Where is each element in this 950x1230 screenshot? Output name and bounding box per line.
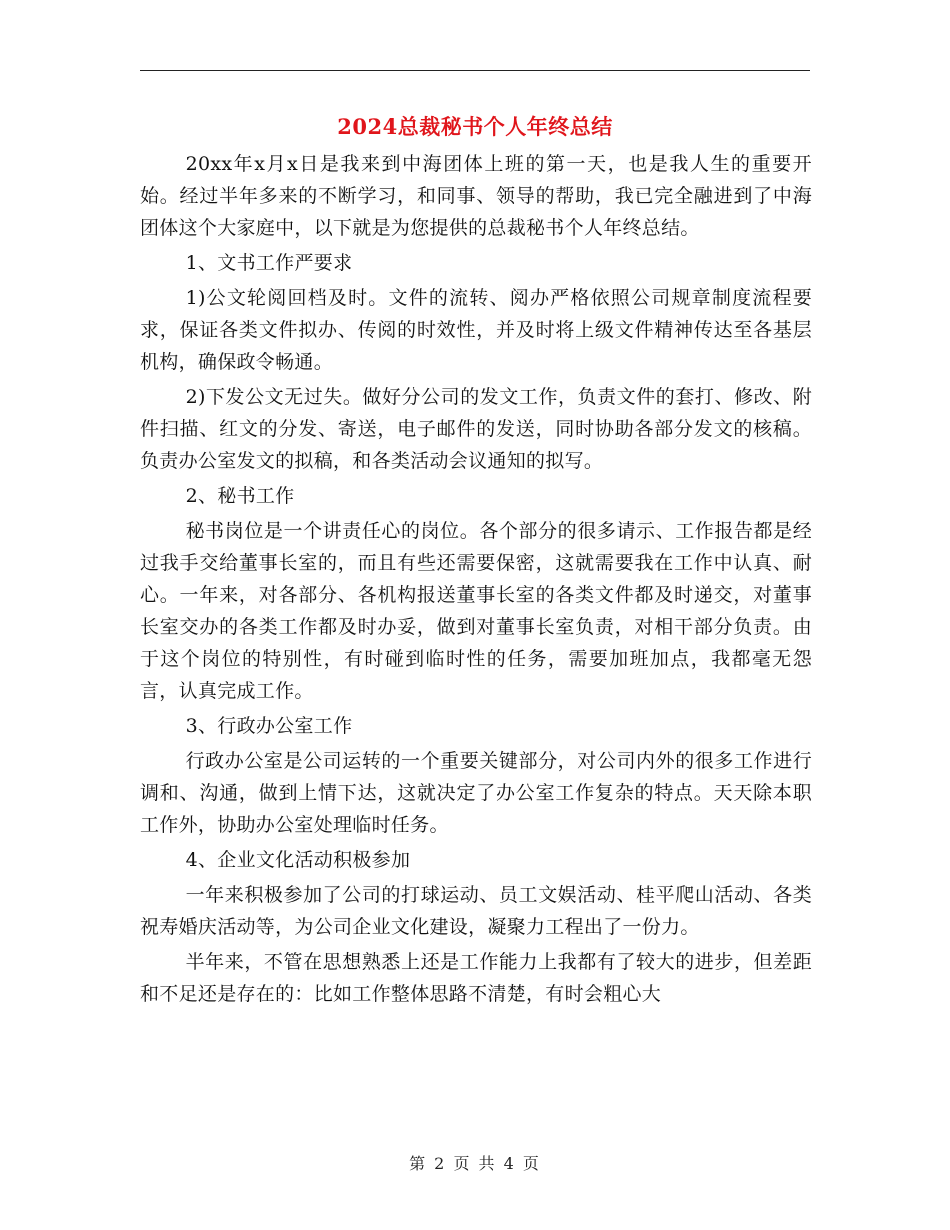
section-heading-1: 1、文书工作严要求 bbox=[185, 252, 353, 274]
intro-paragraph: 20xx年x月x日是我来到中海团体上班的第一天，也是我人生的重要开始。经过半年多来的不断学习，和同事、领导的帮助，我已完全融进到了中海团体这个大家庭中，以下就是为您提供的总裁秘书个人年终总结。 bbox=[140, 153, 812, 239]
header-rule bbox=[140, 70, 810, 71]
section-heading-4: 4、企业文化活动积极参加 bbox=[185, 849, 411, 871]
section-heading-3: 3、行政办公室工作 bbox=[185, 715, 353, 737]
section-heading-2: 2、秘书工作 bbox=[185, 485, 295, 507]
page-number: 第 2 页 共 4 页 bbox=[409, 1154, 541, 1173]
closing-paragraph: 半年来，不管在思想熟悉上还是工作能力上我都有了较大的进步，但差距和不足还是存在的：比如工作整体思路不清楚，有时会粗心大 bbox=[140, 951, 812, 1005]
section-3-paragraph: 行政办公室是公司运转的一个重要关键部分，对公司内外的很多工作进行调和、沟通，做到上情下达，这就决定了办公室工作复杂的特点。天天除本职工作外，协助办公室处理临时任务。 bbox=[140, 750, 812, 836]
section-2-paragraph: 秘书岗位是一个讲责任心的岗位。各个部分的很多请示、工作报告都是经过我手交给董事长室的，而且有些还需要保密，这就需要我在工作中认真、耐心。一年来，对各部分、各机构报送董事长室的各类文件都及时递交，对董事长室交办的各类工作都及时办妥，做到对董事长室负责，对相干部分负责。由于这个岗位的特别性，有时碰到临时性的任务，需要加班加点，我都毫无怨言，认真完成工作。 bbox=[140, 520, 812, 702]
section-1-paragraph-1: 1)公文轮阅回档及时。文件的流转、阅办严格依照公司规章制度流程要求，保证各类文件拟办、传阅的时效性，并及时将上级文件精神传达至各基层机构，确保政令畅通。 bbox=[140, 287, 812, 373]
document-body bbox=[140, 148, 812, 1013]
section-1-paragraph-2: 2)下发公文无过失。做好分公司的发文工作，负责文件的套打、修改、附件扫描、红文的分发、寄送，电子邮件的发送，同时协助各部分发文的核稿。负责办公室发文的拟稿，和各类活动会议通知的拟写。 bbox=[140, 386, 812, 472]
document-title: 2024总裁秘书个人年终总结 bbox=[337, 114, 613, 139]
section-4-paragraph: 一年来积极参加了公司的打球运动、员工文娱活动、桂平爬山活动、各类祝寿婚庆活动等，为公司企业文化建设，凝聚力工程出了一份力。 bbox=[140, 884, 812, 938]
